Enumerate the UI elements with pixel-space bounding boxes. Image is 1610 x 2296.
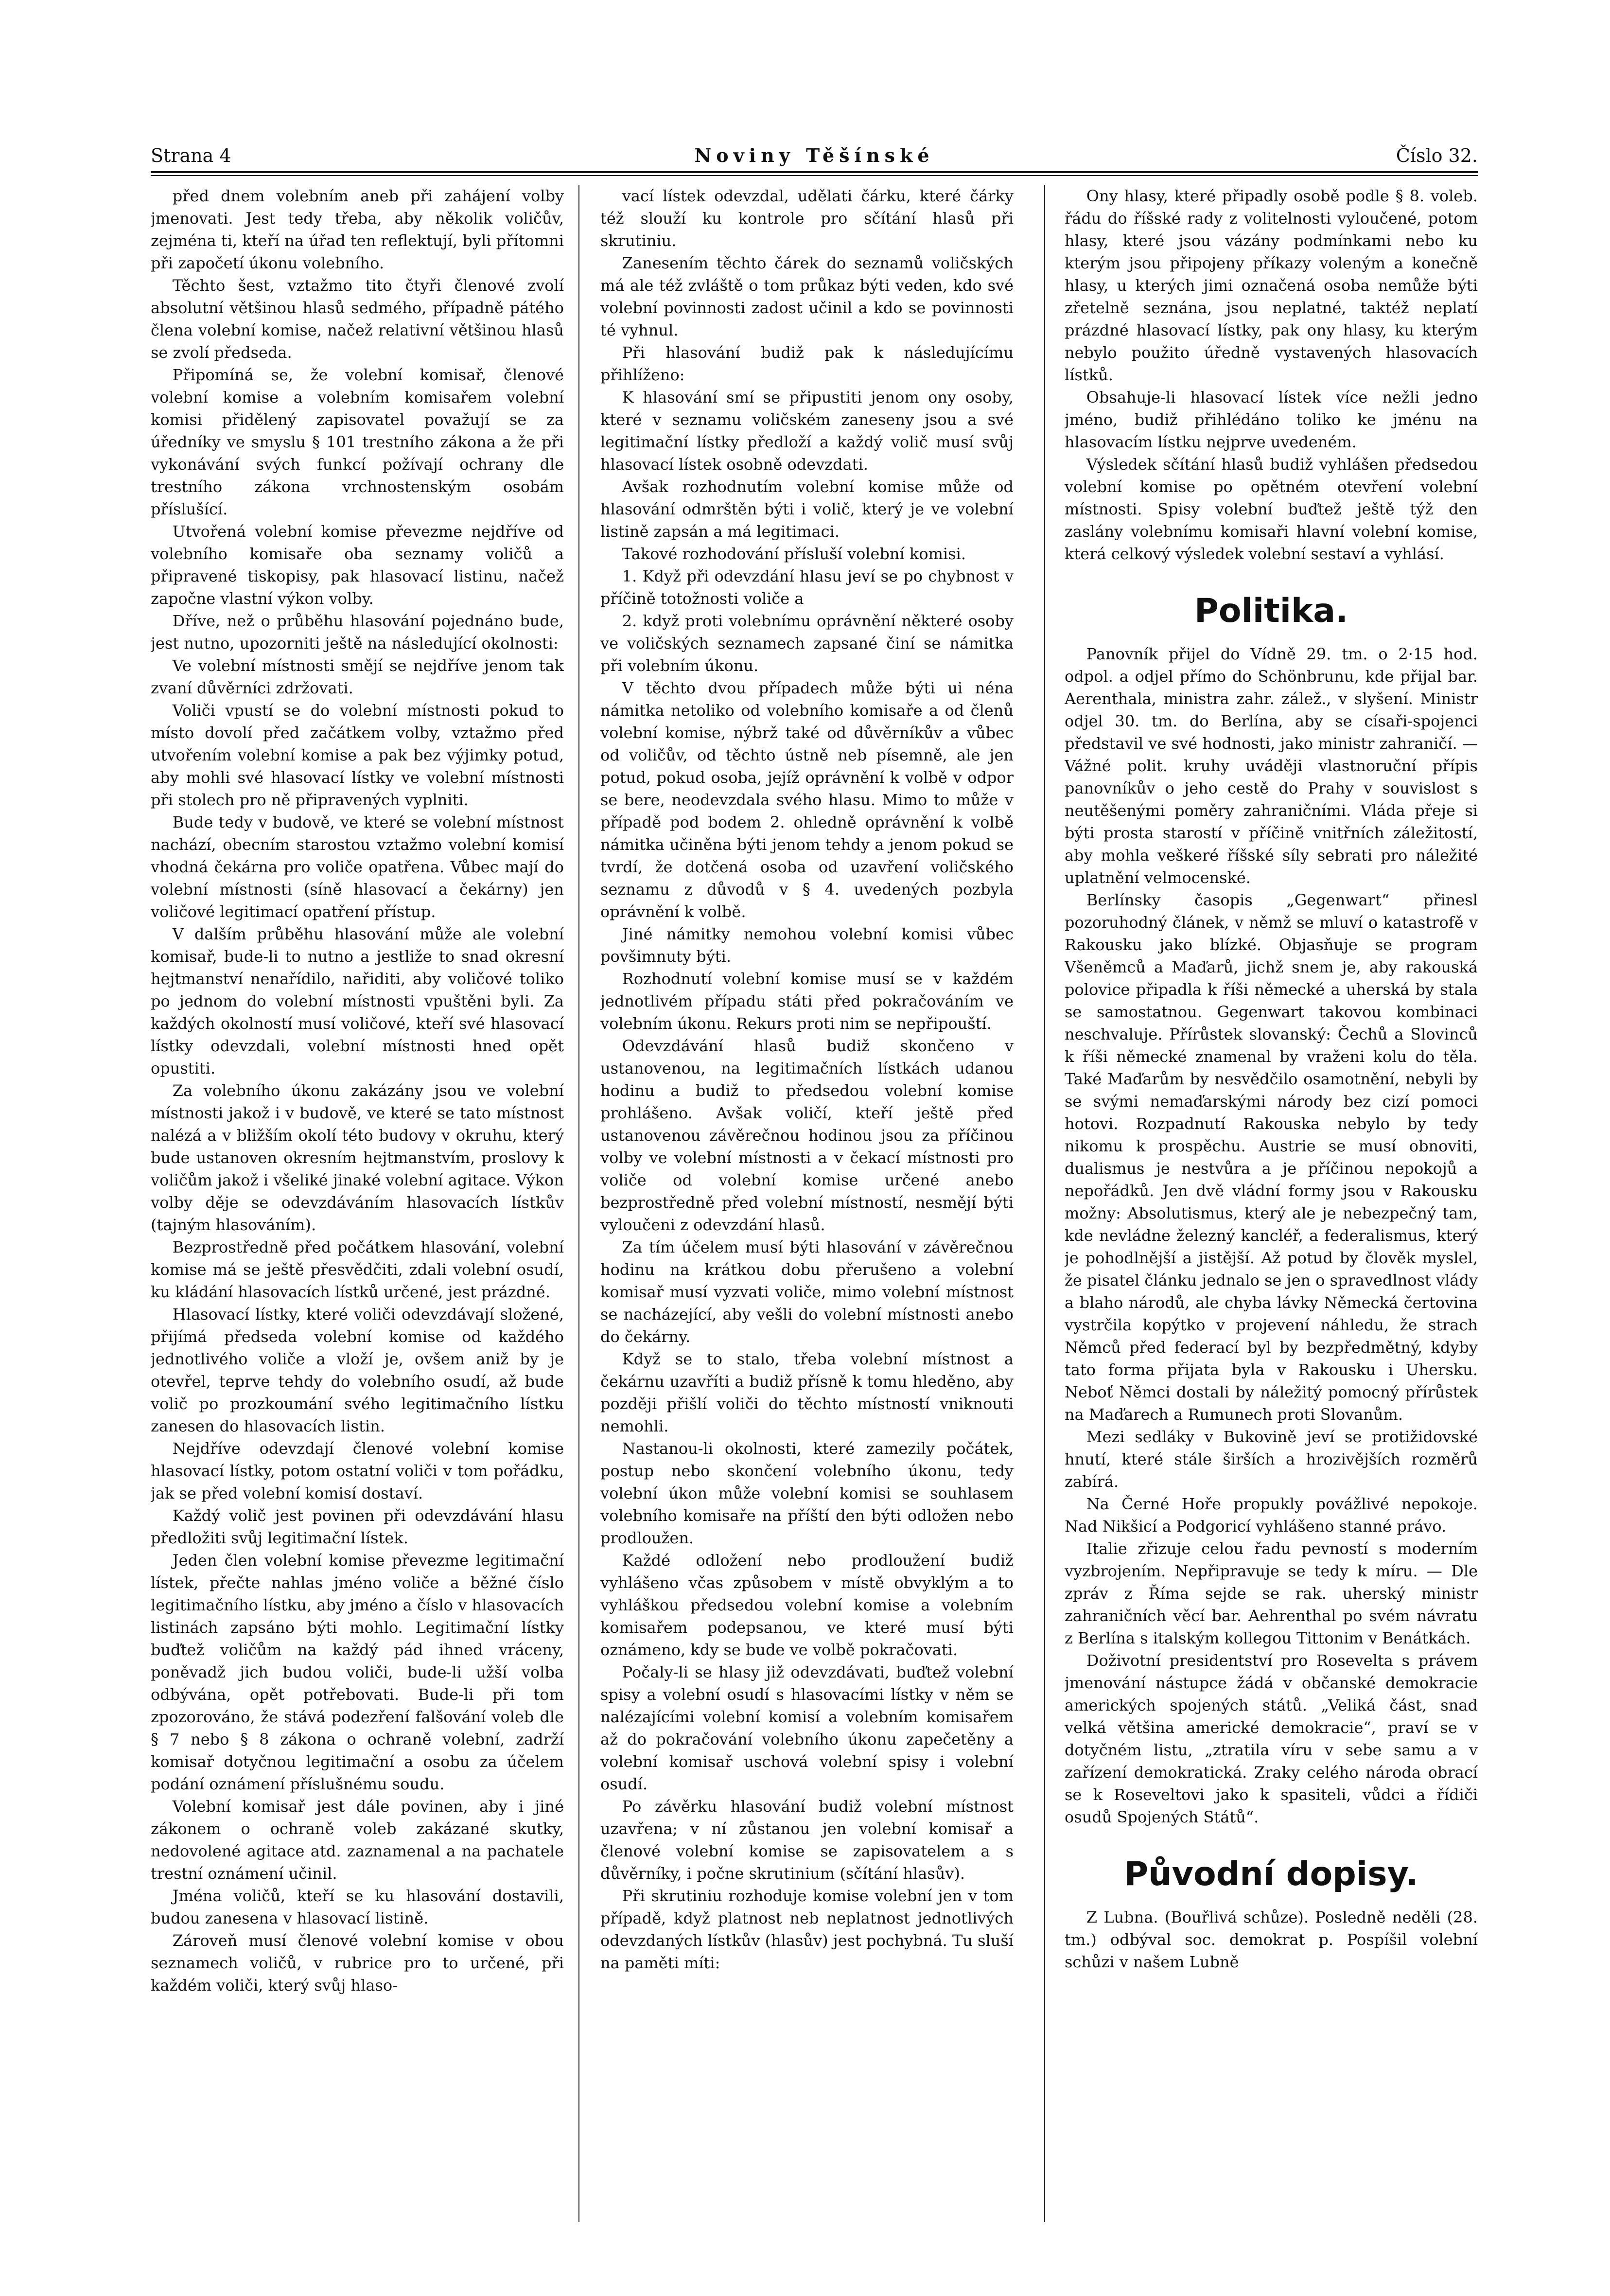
paragraph: Jména voličů, kteří se ku hlasování dostavili, budou zanesena v hlasovací listině. [151, 1887, 564, 1927]
paragraph: Za volebního úkonu zakázány jsou ve volební místnosti jakož i v budově, ve které se tato místnost nalézá a v bližším okolí této budovy v okruhu, který bude ustanoven okresním hejtmanstvím, proslovy k voličům jakož i všeliké jinaké volební agitace. Výkon volby děje se odevzdáváním hlasovacích lístkův (tajným hlasováním). [151, 1081, 564, 1234]
paragraph: Zanesením těchto čárek do seznamů voličských má ale též zvláště o tom průkaz býti veden, kdo své volební povinnosti zadost učinil a kdo se povinnosti té vyhnul. [600, 254, 1014, 339]
page-header [151, 141, 1478, 170]
paragraph: Doživotní presidentství pro Rosevelta s právem jmenování nástupce žádá v občanské demokracie amerických spojených států. „Veliká část, snad velká většina americké demokracie“, praví se v dotyčném listu, „ztratila víru v sebe samu a v zařízení demokratická. Zraky celého národa obrací se k Roseveltovi jako k spasiteli, vůdci a řídiči osudů Spojených Států“. [1065, 1651, 1478, 1826]
paragraph: Bude tedy v budově, ve které se volební místnost nachází, obecním starostou vztažmo volební komisí vhodná čekárna pro voliče opatřena. Vůbec mají do volební místnosti (síně hlasovací a čekárny) jen voličové legitimací opatření přístup. [151, 813, 564, 921]
paragraph: Když se to stalo, třeba volební místnost a čekárnu uzavříti a budiž přísně k tomu hleděno, aby později přišlí voliči do těchto místností vniknouti nemohli. [600, 1350, 1014, 1435]
header-rule-thick [151, 171, 1478, 173]
dopisy-section [1065, 1906, 1478, 1973]
paragraph: Jeden člen volební komise převezme legitimační lístek, přečte nahlas jméno voliče a běžné číslo legitimačního lístku, aby jméno a číslo v hlasovacích listinách zapsáno býti mohlo. Legitimační lístky buďtež voličům na každý pád ihned vráceny, poněvadž jich budou voliči, bude-li užší volba odbývána, opět potřebovati. Bude-li při tom zpozorováno, že stává podezření falšování voleb dle § 7 nebo § 8 zákona o ochraně volební, zadrží komisař dotyčnou legitimační a osobu za účelem podání oznámení příslušnému soudu. [151, 1551, 564, 1793]
paragraph: vací lístek odevzdal, udělati čárku, které čárky též slouží ku kontrole pro sčítání hlasů při skrutiniu. [600, 187, 1014, 250]
section-title-politika: Politika. [1194, 592, 1348, 630]
paragraph: Nastanou-li okolnosti, které zamezily počátek, postup nebo skončení volebního úkonu, tedy volební úkon může volební komisi se souhlasem volebního komisaře na příští den býti odložen nebo prodloužen. [600, 1439, 1014, 1547]
paragraph: 1. Když při odevzdání hlasu jeví se po chybnost v příčině totožnosti voliče a [600, 567, 1014, 608]
paragraph: Panovník přijel do Vídně 29. tm. o 2·15 hod. odpol. a odjel přímo do Schönbrunu, kde přijal bar. Aerenthala, ministra zahr. zálež., v slyšení. Ministr odjel 30. tm. do Berlína, aby se císaři-spojenci představil ve své hodnosti, jako ministr zahraničí. — Vážné polit. kruhy uváději vlastnoruční přípis panovníkův o jeho cestě do Prahy v souvislost s neutěšenými poměry zahraničními. Vláda přeje si býti prosta starostí v příčině vnitřních záležitostí, aby mohla veškeré říšské síly sebrati pro náležité uplatnění velmocenské. [1065, 645, 1478, 887]
politika-section [1065, 643, 1478, 1828]
issue-number: Číslo 32. [1396, 145, 1478, 166]
newspaper-page [151, 141, 1478, 2232]
paragraph: Odevzdávání hlasů budiž skončeno v ustanovenou, na legitimačních lístkách udanou hodinu a budiž to předsedou volební komise prohlášeno. Avšak voličí, kteří ještě před ustanovenou závěrečnou hodinou jsou za příčinou volby ve volební místnosti a v čekací místnosti pro voliče od volební komise určené anebo bezprostředně před volební místností, nesmějí býti vyloučeni z odevzdání hlasů. [600, 1037, 1014, 1234]
column-2 [600, 185, 1014, 2217]
paragraph: před dnem volebním aneb při zahájení volby jmenovati. Jest tedy třeba, aby několik voličův, zejména ti, kteří na úřad ten reflektují, byli přítomni při započetí úkonu volebního. [151, 187, 564, 272]
paragraph: Každý volič jest povinen při odevzdávání hlasu předložiti svůj legitimační lístek. [151, 1506, 564, 1547]
paragraph: Italie zřizuje celou řadu pevností s moderním vyzbrojením. Nepřipravuje se tedy k míru. — Dle zpráv z Říma sejde se rak. uherský ministr zahraničních věcí bar. Aehrenthal po svém návratu z Berlína s italským kollegou Tittonim v Benátkách. [1065, 1539, 1478, 1647]
paragraph: 2. když proti volebnímu oprávnění některé osoby ve voličských seznamech zapsané činí se námitka při volebním úkonu. [600, 612, 1014, 675]
paragraph: Každé odložení nebo prodloužení budiž vyhlášeno včas způsobem v místě obvyklým a to vyhláškou předsedou volební komise a volebním komisařem podepsanou, ve které musí býti oznámeno, kdy se bude ve volbě pokračovati. [600, 1551, 1014, 1659]
paragraph: Hlasovací lístky, které voliči odevzdávají složené, přijímá předseda volební komise od každého jednotlivého voliče a vloží je, ovšem aniž by je otevřel, teprve tehdy do volebního osudí, až bude volič po prozkoumání svého legitimačního lístku zanesen do hlasovacích listin. [151, 1305, 564, 1435]
paragraph: Utvořená volební komise převezme nejdříve od volebního komisaře oba seznamy voličů a připravené tiskopisy, pak hlasovací listinu, načež započne vlastní výkon volby. [151, 522, 564, 608]
section-title-dopisy: Původní dopisy. [1124, 1855, 1418, 1893]
newspaper-title: Noviny Těšínské [694, 144, 934, 166]
paragraph: Volební komisař jest dále povinen, aby i jiné zákonem o ochraně voleb zakázané skutky, nedovolené agitace atd. zaznamenal a na pachatele trestní oznámení učinil. [151, 1797, 564, 1883]
paragraph: Jiné námitky nemohou volební komisi vůbec povšimnuty býti. [600, 925, 1014, 966]
paragraph: Výsledek sčítání hlasů budiž vyhlášen předsedou volební komise po opětném otevření volební místnosti. Spisy volební buďtež ještě týž den zaslány volebnímu komisaři hlavní volební komise, která celkový výsledek volební sestaví a vyhlásí. [1065, 455, 1478, 563]
paragraph: Voliči vpustí se do volební místnosti pokud to místo dovolí před začátkem volby, vztažmo před utvořením volební komise a pak bez výjimky potud, aby mohli své hlasovací lístky ve volební místnosti při stolech pro ně připravených vyplniti. [151, 701, 564, 809]
paragraph: Mezi sedláky v Bukovině jeví se protižidovské hnutí, které stále širších a hrozivějších rozměrů zabírá. [1065, 1428, 1478, 1491]
paragraph: Ve volební místnosti smějí se nejdříve jenom tak zvaní důvěrníci zdržovati. [151, 656, 564, 697]
column-1 [151, 185, 564, 2217]
paragraph: Ony hlasy, které připadly osobě podle § 8. voleb. řádu do říšské rady z volitelnosti vyloučené, potom hlasy, které jsou vázány podmínkami nebo ku kterým jsou připojeny příkazy voleným a konečně hlasy, u kterých jimi označená osoba nemůže býti zřetelně seznána, jsou neplatné, taktéž neplatí prázdné hlasovací lístky, pak ony hlasy, ku kterým nebylo použito úředně vystavených hlasovacích lístků. [1065, 187, 1478, 384]
paragraph: Za tím účelem musí býti hlasování v závěrečnou hodinu na krátkou dobu přerušeno a volební komisař musí vyzvati voliče, mimo volební místnost se nacházející, aby vešli do volební místnosti anebo do čekárny. [600, 1238, 1014, 1346]
column-3 [1065, 185, 1478, 2217]
paragraph: Dříve, než o průběhu hlasování pojednáno bude, jest nutno, upozorniti ještě na následující okolnosti: [151, 612, 564, 653]
paragraph: Rozhodnutí volební komise musí se v každém jednotlivém případu státi před pokračováním ve volebním úkonu. Rekurs proti nim se nepřipouští. [600, 970, 1014, 1033]
paragraph: Při hlasování budiž pak k následujícímu přihlíženo: [600, 343, 1014, 384]
paragraph: Při skrutiniu rozhoduje komise volební jen v tom případě, když platnost neb neplatnost jednotlivých odevzdaných lístkův (hlasův) jest pochybná. Tu sluší na paměti míti: [600, 1887, 1014, 1972]
paragraph: K hlasování smí se připustiti jenom ony osoby, které v seznamu voličském zaneseny jsou a své legitimační lístky předloží a každý volič musí svůj hlasovací lístek osobně odevzdati. [600, 388, 1014, 474]
paragraph: Zároveň musí členové volební komise v obou seznamech voličů, v rubrice pro to určené, při každém voliči, který svůj hlaso- [151, 1931, 564, 1995]
article-columns [151, 185, 1478, 2217]
paragraph: Na Černé Hoře propukly povážlivé nepokoje. Nad Nikšicí a Podgoricí vyhlášeno stanné právo. [1065, 1495, 1478, 1536]
paragraph: Nejdříve odevzdají členové volební komise hlasovací lístky, potom ostatní voliči v tom pořádku, jak se před volební komisí dostaví. [151, 1439, 564, 1502]
paragraph: Z Lubna. (Bouřlivá schůze). Posledně neděli (28. tm.) odbýval soc. demokrat p. Pospíšil volební schůzi v našem Lubně [1065, 1908, 1478, 1971]
paragraph: Po závěrku hlasování budiž volební místnost uzavřena; v ní zůstanou jen volební komisař a členové volební komise se zapisovatelem a s důvěrníky, i počne skrutinium (sčítání hlasův). [600, 1797, 1014, 1883]
paragraph: Takové rozhodování přísluší volební komisi. [622, 545, 966, 563]
paragraph: Berlínsky časopis „Gegenwart“ přinesl pozoruhodný článek, v němž se mluví o katastrofě v Rakousku jako blízké. Objasňuje se program Všeněmců a Maďarů, jichž snem je, aby rakouská polovice připadla k říši německé a uherská by stala se samostatnou. Gegenwart takovou kombinaci neschvaluje. Přírůstek slovanský: Čechů a Slovinců k říši německé znamenal by vraženi kolu do těla. Také Maďarům by nesvědčilo osamotnění, nebyli by se svými nemaďarskými národy bez cizí pomoci hotovi. Rozpadnutí Rakouska nebylo by tedy nikomu k prospěchu. Austrie se musí obnoviti, dualismus je nestvůra a je příčinou nepokojů a nepořádků. Jen dvě vládní formy jsou v Rakousku možny: Absolutismus, který ale je nebezpečný tam, kde nevládne železný kancléř, a federalismus, který je pohodlnější a jistější. Až potud by člověk myslel, že pisatel článku jednalo se jen o spravedlnost vlády a blaho národů, ale chyba lávky Německá čertovina vystrčila kopýtko v projevení náhledu, že strach Němců před federací byl by bezpředmětný, kdyby tato forma přijata byla v Rakousku i Uhersku. Neboť Němci dostali by náležitý pomocný přírůstek na Maďarech a Rumunech proti Slovanům. [1065, 891, 1478, 1424]
paragraph: Obsahuje-li hlasovací lístek více nežli jedno jméno, budiž přihlédáno toliko ke jménu na hlasovacím lístku nejprve uvedeném. [1065, 388, 1478, 451]
paragraph: V dalším průběhu hlasování může ale volební komisař, bude-li to nutno a jestliže to snad okresní hejtmanství nenařídilo, nařiditi, aby voličové toliko po jednom do volební místnosti vpuštěni byli. Za každých okolností musí voličové, kteří své hlasovací lístky odevzdali, volební místnosti hned opět opustiti. [151, 925, 564, 1077]
article-conclusion [1065, 185, 1478, 565]
paragraph: Těchto šest, vztažmo tito čtyři členové zvolí absolutní většinou hlasů sedmého, případně pátého člena volební komise, načež relativní většinou hlasů se zvolí předseda. [151, 276, 564, 362]
paragraph: V těchto dvou případech může býti ui néna námitka netoliko od volebního komisaře a od členů volební komise, nýbrž také od důvěrníkův a vůbec od voličův, od těchto ústně neb písemně, ale jen potud, pokud osoba, jejíž oprávnění k volbě v odpor se bere, neodevzdala svého hlasu. Mimo to může v případě pod bodem 2. ohledně oprávnění k volbě námitka učiněna býti jenom tehdy a jenom pokud se tvrdí, že dotčená osoba od uzavření voličského seznamu z důvodů v § 4. uvedených pozbyla oprávnění k volbě. [600, 679, 1014, 921]
page-number: Strana 4 [151, 145, 231, 166]
paragraph: Připomíná se, že volební komisař, členové volební komise a volebním komisařem volební komisi přidělený zapisovatel považují se za úředníky ve smyslu § 101 trestního zákona a že při vykonávání svých funkcí požívají ochrany dle trestního zákona vrchnostenským osobám příslušící. [151, 366, 564, 518]
paragraph: Bezprostředně před počátkem hlasování, volební komise má se ještě přesvědčiti, zdali volební osudí, ku kládání hlasovacích lístků určené, jest prázdné. [151, 1238, 564, 1301]
paragraph: Počaly-li se hlasy již odevzdávati, buďtež volební spisy a volební osudí s hlasovacími lístky v něm se nalézajícími volební komisí a volebním komisařem až do pokračování volebního úkonu zapečetěny a volební komisař uschová volební spisy i volební osudí. [600, 1663, 1014, 1793]
header-rule-thin [151, 175, 1478, 176]
paragraph: Avšak rozhodnutím volební komise může od hlasování odmrštěn býti i volič, který je ve volební listině zapsán a má legitimaci. [600, 477, 1014, 541]
